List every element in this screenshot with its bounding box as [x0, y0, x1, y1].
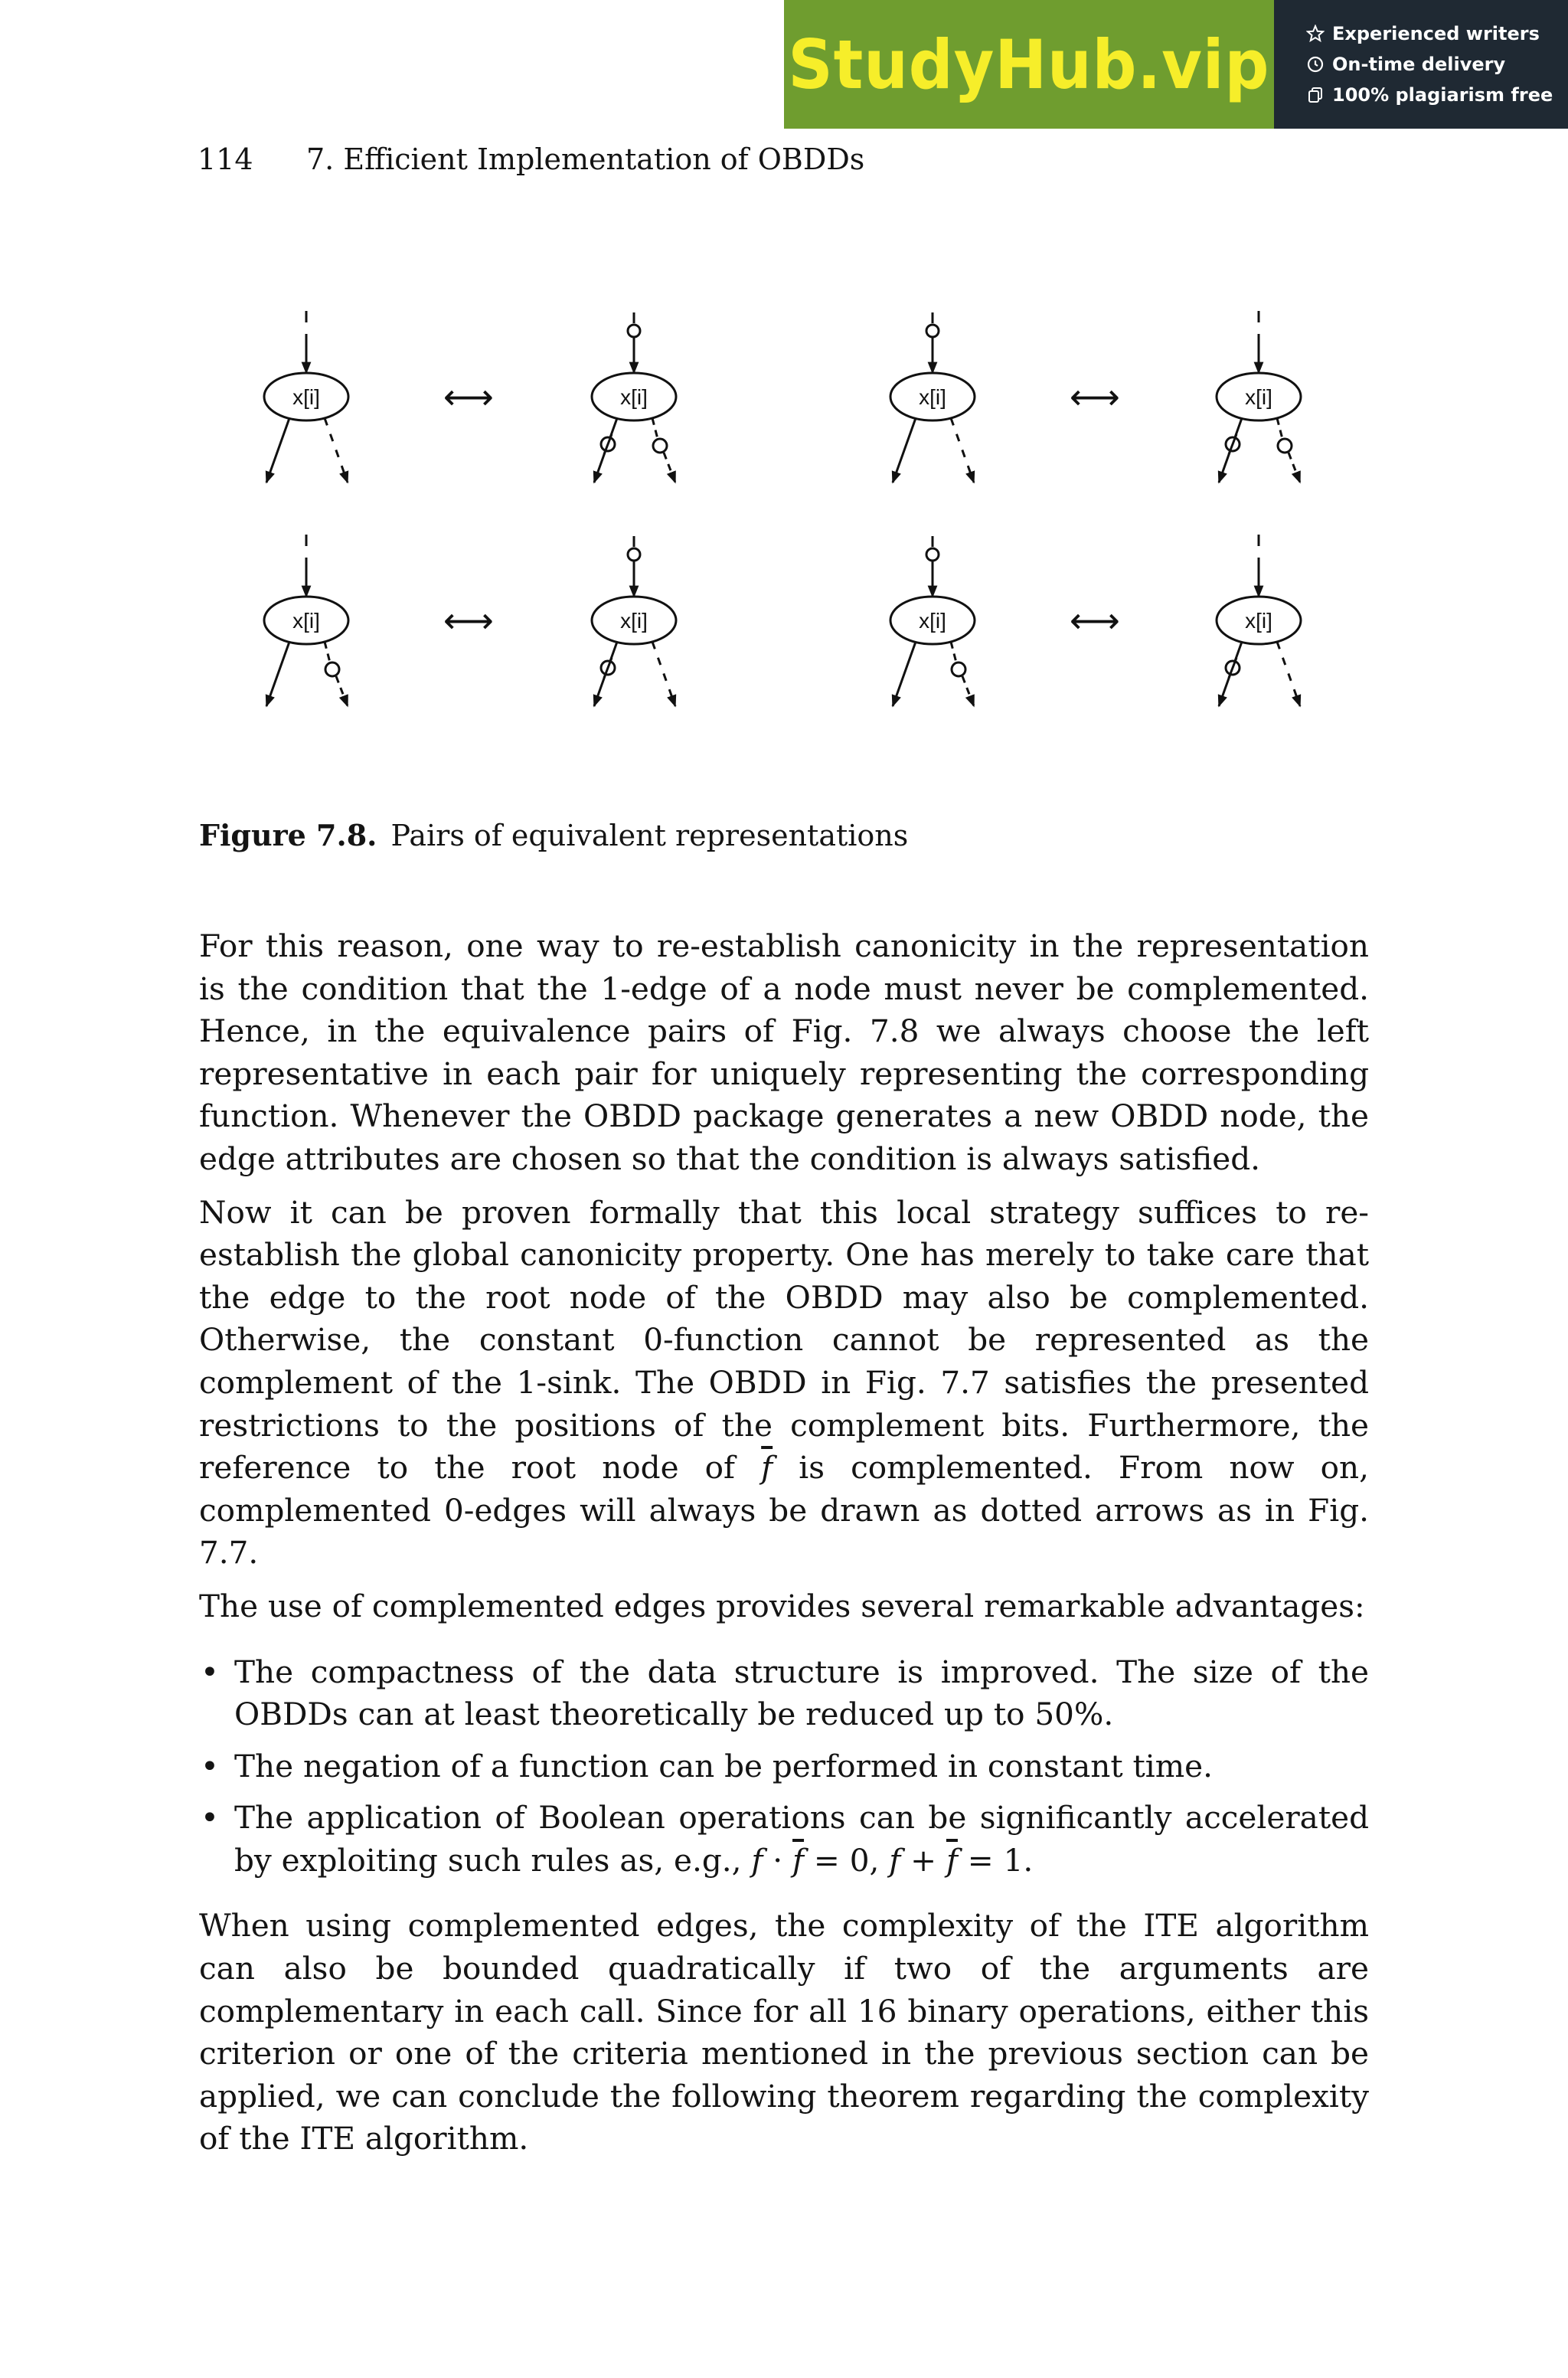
clock-icon — [1306, 55, 1325, 74]
feature-plagiarism-free — [1306, 84, 1568, 106]
zero-edge — [951, 418, 974, 482]
complement-marker — [628, 548, 640, 561]
paragraph-1: For this reason, one way to re-establish canonicity in the representation is the condition that the 1-edge of a node must never be complemented. Hence, in the equivalence pairs of Fig. 7.8 we always choose the left representative in each pair for uniquely representing the corresponding function. Whenever the OBDD package generates a new OBDD node, the edge attributes are chosen so that the condition is always satisfied. — [199, 927, 1369, 1177]
node-label: x[i] — [919, 609, 946, 633]
running-header — [198, 142, 864, 176]
equivalence-arrow: ⟷ — [1070, 376, 1120, 417]
node-label: x[i] — [919, 385, 946, 409]
zero-edge — [1277, 642, 1300, 706]
obdd-node — [592, 312, 676, 482]
figure-label: Figure 7.8. — [199, 818, 377, 852]
equivalence-arrow: ⟷ — [443, 376, 494, 417]
equivalence-arrow: ⟷ — [1070, 600, 1120, 641]
obdd-node — [264, 311, 348, 482]
feature-label: Experienced writers — [1332, 23, 1540, 44]
one-edge — [266, 642, 289, 706]
obdd-node — [1217, 535, 1301, 706]
studyhub-logo[interactable] — [784, 0, 1274, 129]
complement-marker — [1278, 439, 1292, 453]
logo-text: StudyHub.vip — [788, 25, 1270, 104]
paragraph-3: The use of complemented edges provides several remarkable advantages: — [199, 1587, 1365, 1624]
feature-label: On-time delivery — [1332, 54, 1506, 75]
list-item: • The compactness of the data structure is improved. The size of the OBDDs can at least theoretically be reduced up to 50%. — [199, 1651, 1369, 1736]
obdd-node — [264, 535, 348, 706]
list-item: • The application of Boolean operations can be significantly accelerated by exploiting such rules as, e.g., $f \cdot \overline{f} = 0$, $f + \overline{f} = 1$. — [199, 1797, 1369, 1882]
advantages-list — [199, 1651, 1369, 1882]
complement-marker — [952, 662, 965, 676]
obdd-node — [592, 536, 676, 706]
zero-edge — [652, 642, 675, 706]
paragraph-2: Now it can be proven formally that this local strategy suffices to re-establish the global canonicity property. One has merely to take care that the edge to the root node of the OBDD may also be complemented. Otherwise, the constant 0-function cannot be represented as the complement of the 1-sink. The OBDD in Fig. 7.7 satisfies the presented restrictions to the positions of the complement bits. Furthermore, the reference to the root node of $\overline{f}$ is complemented. From now on, complemented 0-edges will always be drawn as dotted arrows as in Fig. 7.7. — [199, 1193, 1369, 1572]
node-label: x[i] — [292, 385, 320, 409]
one-edge — [893, 642, 916, 706]
copy-icon — [1306, 86, 1325, 104]
one-edge — [893, 418, 916, 482]
f-bar: $\overline{f}$ — [761, 1449, 773, 1487]
equivalence-arrow: ⟷ — [443, 600, 494, 641]
figure-caption-text: Pairs of equivalent representations — [390, 819, 909, 852]
page-number: 114 — [198, 142, 253, 176]
node-label: x[i] — [1245, 385, 1272, 409]
node-label: x[i] — [1245, 609, 1272, 633]
complement-marker — [325, 662, 339, 676]
node-label: x[i] — [292, 609, 320, 633]
paragraph-4: When using complemented edges, the complexity of the ITE algorithm can also be bounded quadratically if two of the arguments are complementary in each call. Since for all 16 binary operations, either this criterion or one of the criteria mentioned in the previous section can be applied, we can conclude the following theorem regarding the complexity of the ITE algorithm. — [199, 1907, 1369, 2157]
feature-experienced-writers — [1306, 23, 1568, 44]
complement-marker — [653, 439, 667, 453]
chapter-title: 7. Efficient Implementation of OBDDs — [306, 142, 865, 176]
obdd-node — [890, 312, 975, 482]
node-label: x[i] — [620, 609, 648, 633]
feature-label: 100% plagiarism free — [1332, 84, 1553, 106]
feature-on-time-delivery — [1306, 54, 1568, 75]
node-label: x[i] — [620, 385, 648, 409]
figure-caption — [199, 818, 908, 852]
body-text — [199, 925, 1369, 2171]
complement-marker — [926, 325, 939, 337]
obdd-node — [1217, 311, 1301, 482]
complement-marker — [628, 325, 640, 337]
complement-marker — [926, 548, 939, 561]
studyhub-banner[interactable] — [784, 0, 1568, 129]
figure-equivalent-representations — [0, 291, 1568, 735]
obdd-node — [890, 536, 975, 706]
one-edge — [266, 418, 289, 482]
star-icon — [1306, 25, 1325, 43]
zero-edge — [325, 418, 348, 482]
list-item: • The negation of a function can be performed in constant time. — [199, 1745, 1369, 1788]
feature-list — [1274, 0, 1568, 129]
figure-diagrams — [264, 311, 1301, 706]
